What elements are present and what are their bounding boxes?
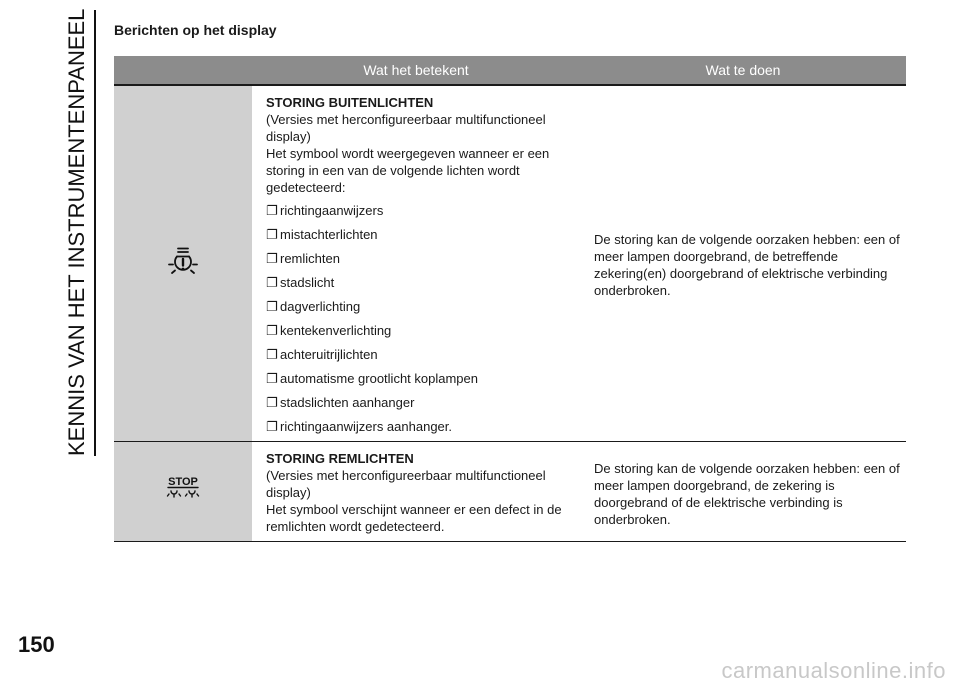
action-cell: De storing kan de volgende oorzaken hebben: een of meer lampen doorgebrand, de zekering is doorgebrand of de elektrische verbinding is onderbroken. bbox=[594, 461, 900, 527]
chapter-side-tab bbox=[62, 10, 92, 456]
message-title: STORING BUITENLICHTEN bbox=[266, 95, 434, 110]
chapter-divider bbox=[94, 10, 96, 456]
table-row bbox=[114, 442, 906, 542]
exterior-light-fault-icon bbox=[166, 245, 200, 283]
header-action: Wat te doen bbox=[580, 56, 906, 85]
list-item: ❐ dagverlichting bbox=[266, 299, 361, 314]
message-text: Het symbool verschijnt wanneer er een defect in de remlichten wordt gedetecteerd. bbox=[266, 502, 562, 534]
list-item: ❐ richtingaanwijzers aanhanger. bbox=[266, 419, 452, 434]
list-item: ❐ achteruitrijlichten bbox=[266, 347, 378, 362]
message-title: STORING REMLICHTEN bbox=[266, 451, 414, 466]
stop-icon-label: STOP bbox=[168, 476, 198, 488]
list-item: ❐ remlichten bbox=[266, 251, 340, 266]
table-row bbox=[114, 85, 906, 442]
checkbox-bullet-icon: ❐ bbox=[266, 371, 278, 386]
message-text: Het symbool wordt weergegeven wanneer er een storing in een van de volgende lichten wordt gedetecteerd: bbox=[266, 146, 550, 195]
message-text: (Versies met herconfigureerbaar multifunctioneel display) bbox=[266, 112, 546, 144]
meaning-cell bbox=[252, 85, 580, 442]
icon-cell bbox=[114, 85, 252, 442]
checkbox-bullet-icon: ❐ bbox=[266, 347, 278, 362]
list-item: ❐ kentekenverlichting bbox=[266, 323, 392, 338]
message-text: (Versies met herconfigureerbaar multifunctioneel display) bbox=[266, 468, 546, 500]
list-item: ❐ mistachterlichten bbox=[266, 227, 378, 242]
header-icon-column bbox=[114, 56, 252, 85]
checkbox-bullet-icon: ❐ bbox=[266, 323, 278, 338]
icon-cell bbox=[114, 442, 252, 542]
list-item: ❐ automatisme grootlicht koplampen bbox=[266, 371, 478, 386]
list-item: ❐ stadslicht bbox=[266, 275, 335, 290]
list-item: ❐ richtingaanwijzers bbox=[266, 203, 384, 218]
checkbox-bullet-icon: ❐ bbox=[266, 395, 278, 410]
display-messages-table bbox=[114, 56, 906, 542]
light-list bbox=[266, 202, 574, 435]
section-title: Berichten op het display bbox=[114, 22, 277, 38]
chapter-heading: KENNIS VAN HET INSTRUMENTENPANEEL bbox=[64, 8, 89, 456]
checkbox-bullet-icon: ❐ bbox=[266, 251, 278, 266]
watermark: carmanualsonline.info bbox=[721, 658, 946, 683]
list-item: ❐ stadslichten aanhanger bbox=[266, 395, 415, 410]
brake-light-fault-icon bbox=[161, 474, 205, 508]
checkbox-bullet-icon: ❐ bbox=[266, 419, 278, 434]
meaning-cell bbox=[252, 442, 580, 542]
checkbox-bullet-icon: ❐ bbox=[266, 203, 278, 218]
checkbox-bullet-icon: ❐ bbox=[266, 299, 278, 314]
header-meaning: Wat het betekent bbox=[252, 56, 580, 85]
checkbox-bullet-icon: ❐ bbox=[266, 227, 278, 242]
table-header-row bbox=[114, 56, 906, 85]
page-number: 150 bbox=[18, 632, 55, 657]
action-cell: De storing kan de volgende oorzaken hebben: een of meer lampen doorgebrand, de betreffende zekering(en) doorgebrand of elektrische verbinding onderbroken. bbox=[594, 231, 900, 298]
checkbox-bullet-icon: ❐ bbox=[266, 275, 278, 290]
